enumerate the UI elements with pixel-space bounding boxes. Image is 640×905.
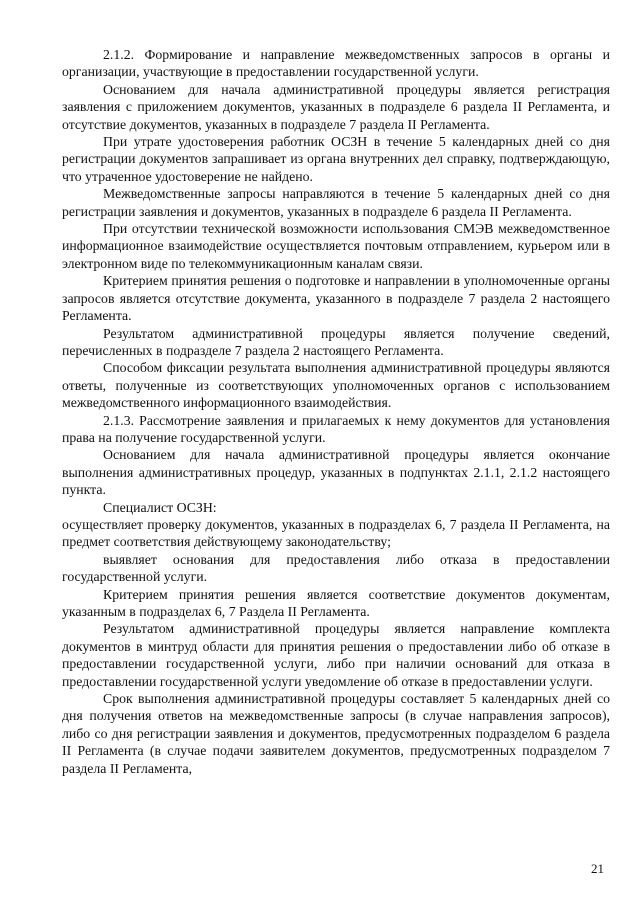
list-item: выявляет основания для предоставления либо отказа в предоставлении государственной услуги.: [62, 551, 610, 585]
paragraph: Специалист ОСЗН:: [103, 499, 217, 515]
paragraph: Способом фиксации результата выполнения административной процедуры являются ответы, полученные из соответствующих уполномоченных органов с использованием межведомственного информационного взаимодействия.: [62, 360, 610, 411]
document-body: [62, 46, 610, 777]
section-heading-2-1-3: 2.1.3. Рассмотрение заявления и прилагаемых к нему документов для установления права на получение государственной услуги.: [62, 412, 610, 445]
paragraph: Результатом административной процедуры является направление комплекта документов в минтруд области для принятия решения о предоставлении либо об отказе в предоставлении государственной услуги, либо при наличии оснований для отказа в предоставлении государственной услуги уведомление об отказе в предоставлении услуги.: [62, 621, 610, 689]
section-heading-2-1-2: 2.1.2. Формирование и направление межведомственных запросов в органы и организации, участвующие в предоставлении государственной услуги.: [62, 47, 610, 80]
list-item: осуществляет проверку документов, указанных в подразделах 6, 7 раздела II Регламента, на предмет соответствия действующему законодательству;: [62, 516, 610, 550]
paragraph: Срок выполнения административной процедуры составляет 5 календарных дней со дня получения ответов на межведомственные запросы (в случае направления запросов), либо со дня регистрации заявления и документов, предусмотренных подразделом 6 раздела II Регламента (в случае подачи заявителем документов, предусмотренных подразделом 7 раздела II Регламента,: [62, 691, 610, 776]
paragraph: При отсутствии технической возможности использования СМЭВ межведомственное информационное взаимодействие осуществляется почтовым отправлением, курьером или в электронном виде по телекоммуникационным каналам связи.: [62, 221, 610, 271]
paragraph: Основанием для начала административной процедуры является регистрация заявления с приложением документов, указанных в подразделе 6 раздела II Регламента, и отсутствие документов, указанных в подразделе 7 раздела II Регламента.: [62, 81, 610, 132]
paragraph: Результатом административной процедуры является получение сведений, перечисленных в подразделе 7 раздела 2 настоящего Регламента.: [62, 325, 610, 358]
paragraph: Критерием принятия решения является соответствие документов документам, указанным в подразделах 6, 7 Раздела II Регламента.: [62, 586, 610, 619]
paragraph: Критерием принятия решения о подготовке и направлении в уполномоченные органы запросов является отсутствие документа, указанного в подразделе 7 раздела 2 настоящего Регламента.: [62, 273, 610, 324]
paragraph: Межведомственные запросы направляются в течение 5 календарных дней со дня регистрации заявления и документов, указанных в подразделе 6 раздела II Регламента.: [62, 186, 610, 219]
paragraph: При утрате удостоверения работник ОСЗН в течение 5 календарных дней со дня регистрации документов запрашивает из органа внутренних дел справку, подтверждающую, что утраченное удостоверение не найдено.: [62, 134, 610, 184]
page-number: 21: [591, 861, 604, 876]
paragraph: Основанием для начала административной процедуры является окончание выполнения административных процедур, указанных в подпунктах 2.1.1, 2.1.2 настоящего пункта.: [62, 447, 610, 498]
